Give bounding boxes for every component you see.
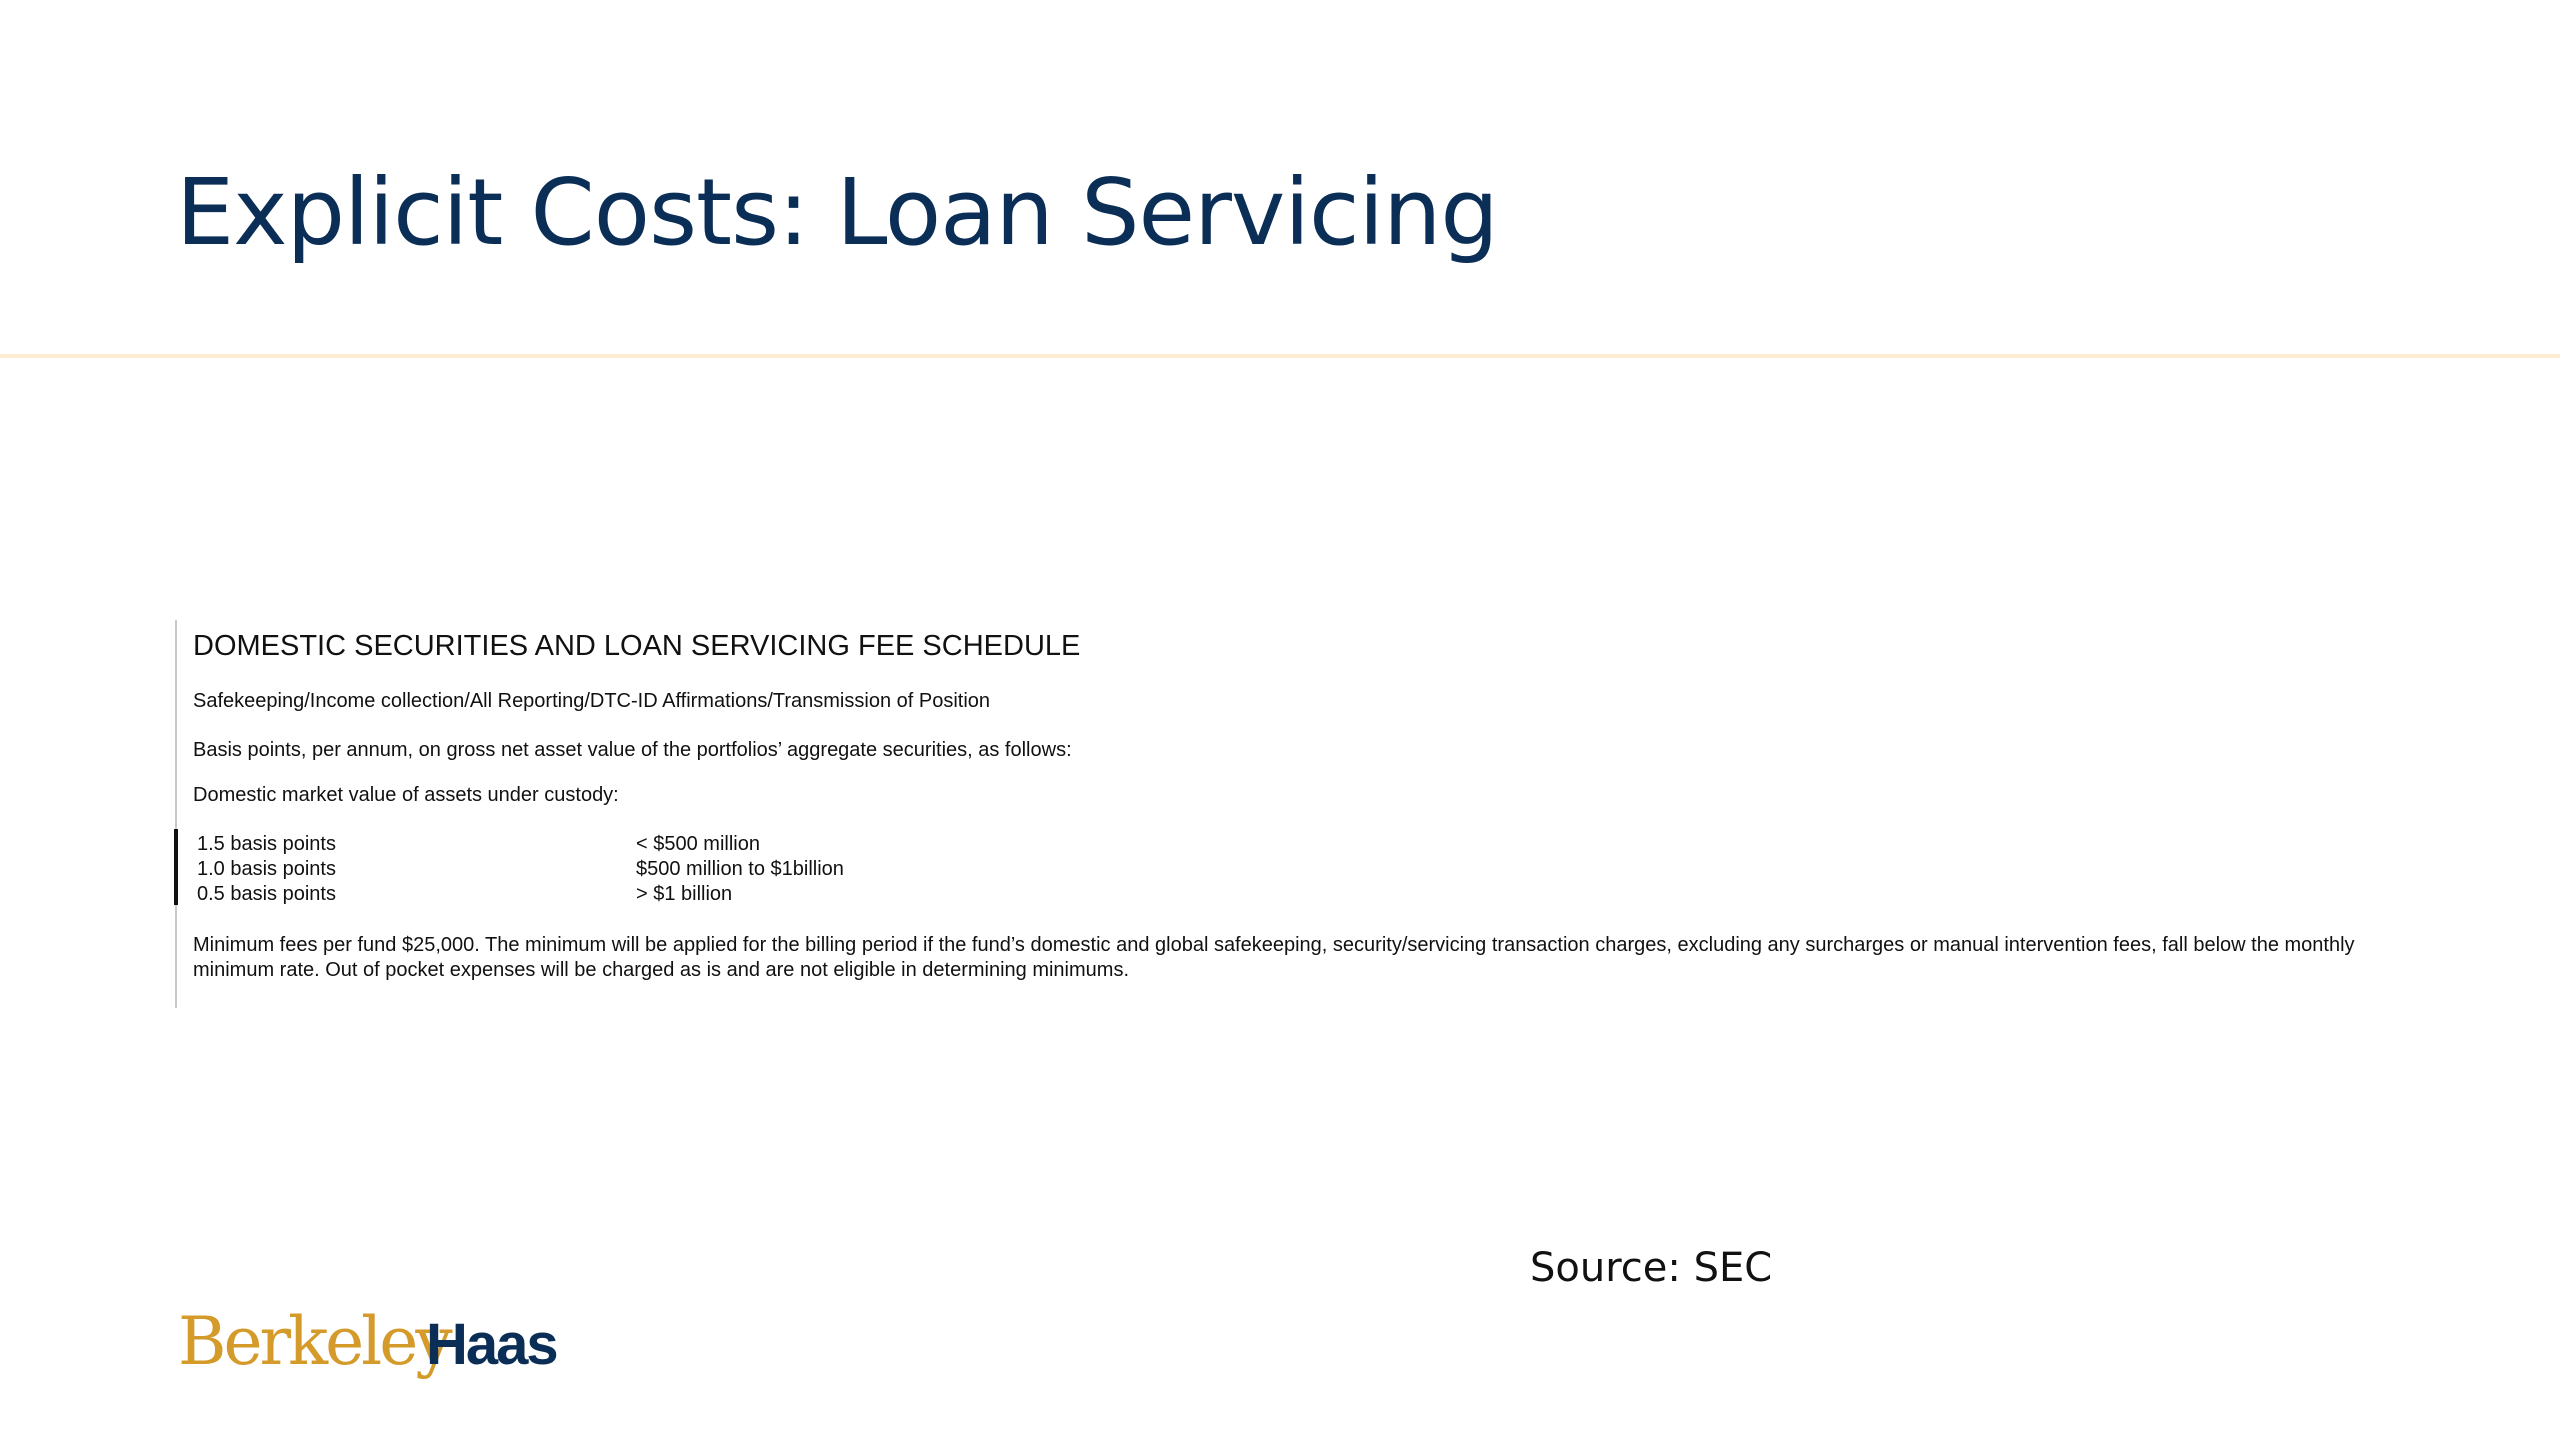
fee-tier-list: [174, 829, 1078, 905]
minimum-fee-note: Minimum fees per fund $25,000. The minimum will be applied for the billing period if the fund’s domestic and global safekeeping, security/servicing transaction charges, excluding any surcharges or manual intervention fees, fall below the monthly minimum rate. Out of pocket expenses will be charged as is and are not eligible in determining minimums.: [193, 934, 2355, 981]
services-description: Safekeeping/Income collection/All Reporting/DTC-ID Affirmations/Transmission of Position: [193, 690, 991, 712]
fee-tier-rate: 1.5 basis points: [197, 833, 336, 855]
fee-schedule-excerpt: [175, 620, 2397, 1008]
custody-value-description: Domestic market value of assets under custody:: [193, 784, 619, 806]
source-note: Source: SEC: [1530, 1245, 1773, 1291]
fee-tier-range: $500 million to $1billion: [636, 858, 844, 880]
fee-tier-rate: 1.0 basis points: [197, 858, 336, 880]
logo-berkeley-text: Berkeley: [178, 1303, 450, 1380]
fee-schedule-heading: DOMESTIC SECURITIES AND LOAN SERVICING FEE SCHEDULE: [193, 630, 1081, 662]
fee-tier-rate: 0.5 basis points: [197, 883, 336, 905]
fee-tier-row: [197, 832, 1057, 857]
fee-tier-row: [197, 882, 1057, 907]
berkeley-haas-logo: [178, 1303, 568, 1398]
fee-tier-row: [197, 857, 1057, 882]
basis-points-description: Basis points, per annum, on gross net asset value of the portfolios’ aggregate securities, as follows:: [193, 739, 1072, 761]
fee-tier-range: < $500 million: [636, 833, 760, 855]
logo-haas-text: Haas: [426, 1312, 557, 1377]
fee-tier-range: > $1 billion: [636, 883, 733, 905]
title-divider: [0, 354, 2560, 358]
slide-title: Explicit Costs: Loan Servicing: [176, 159, 1498, 266]
